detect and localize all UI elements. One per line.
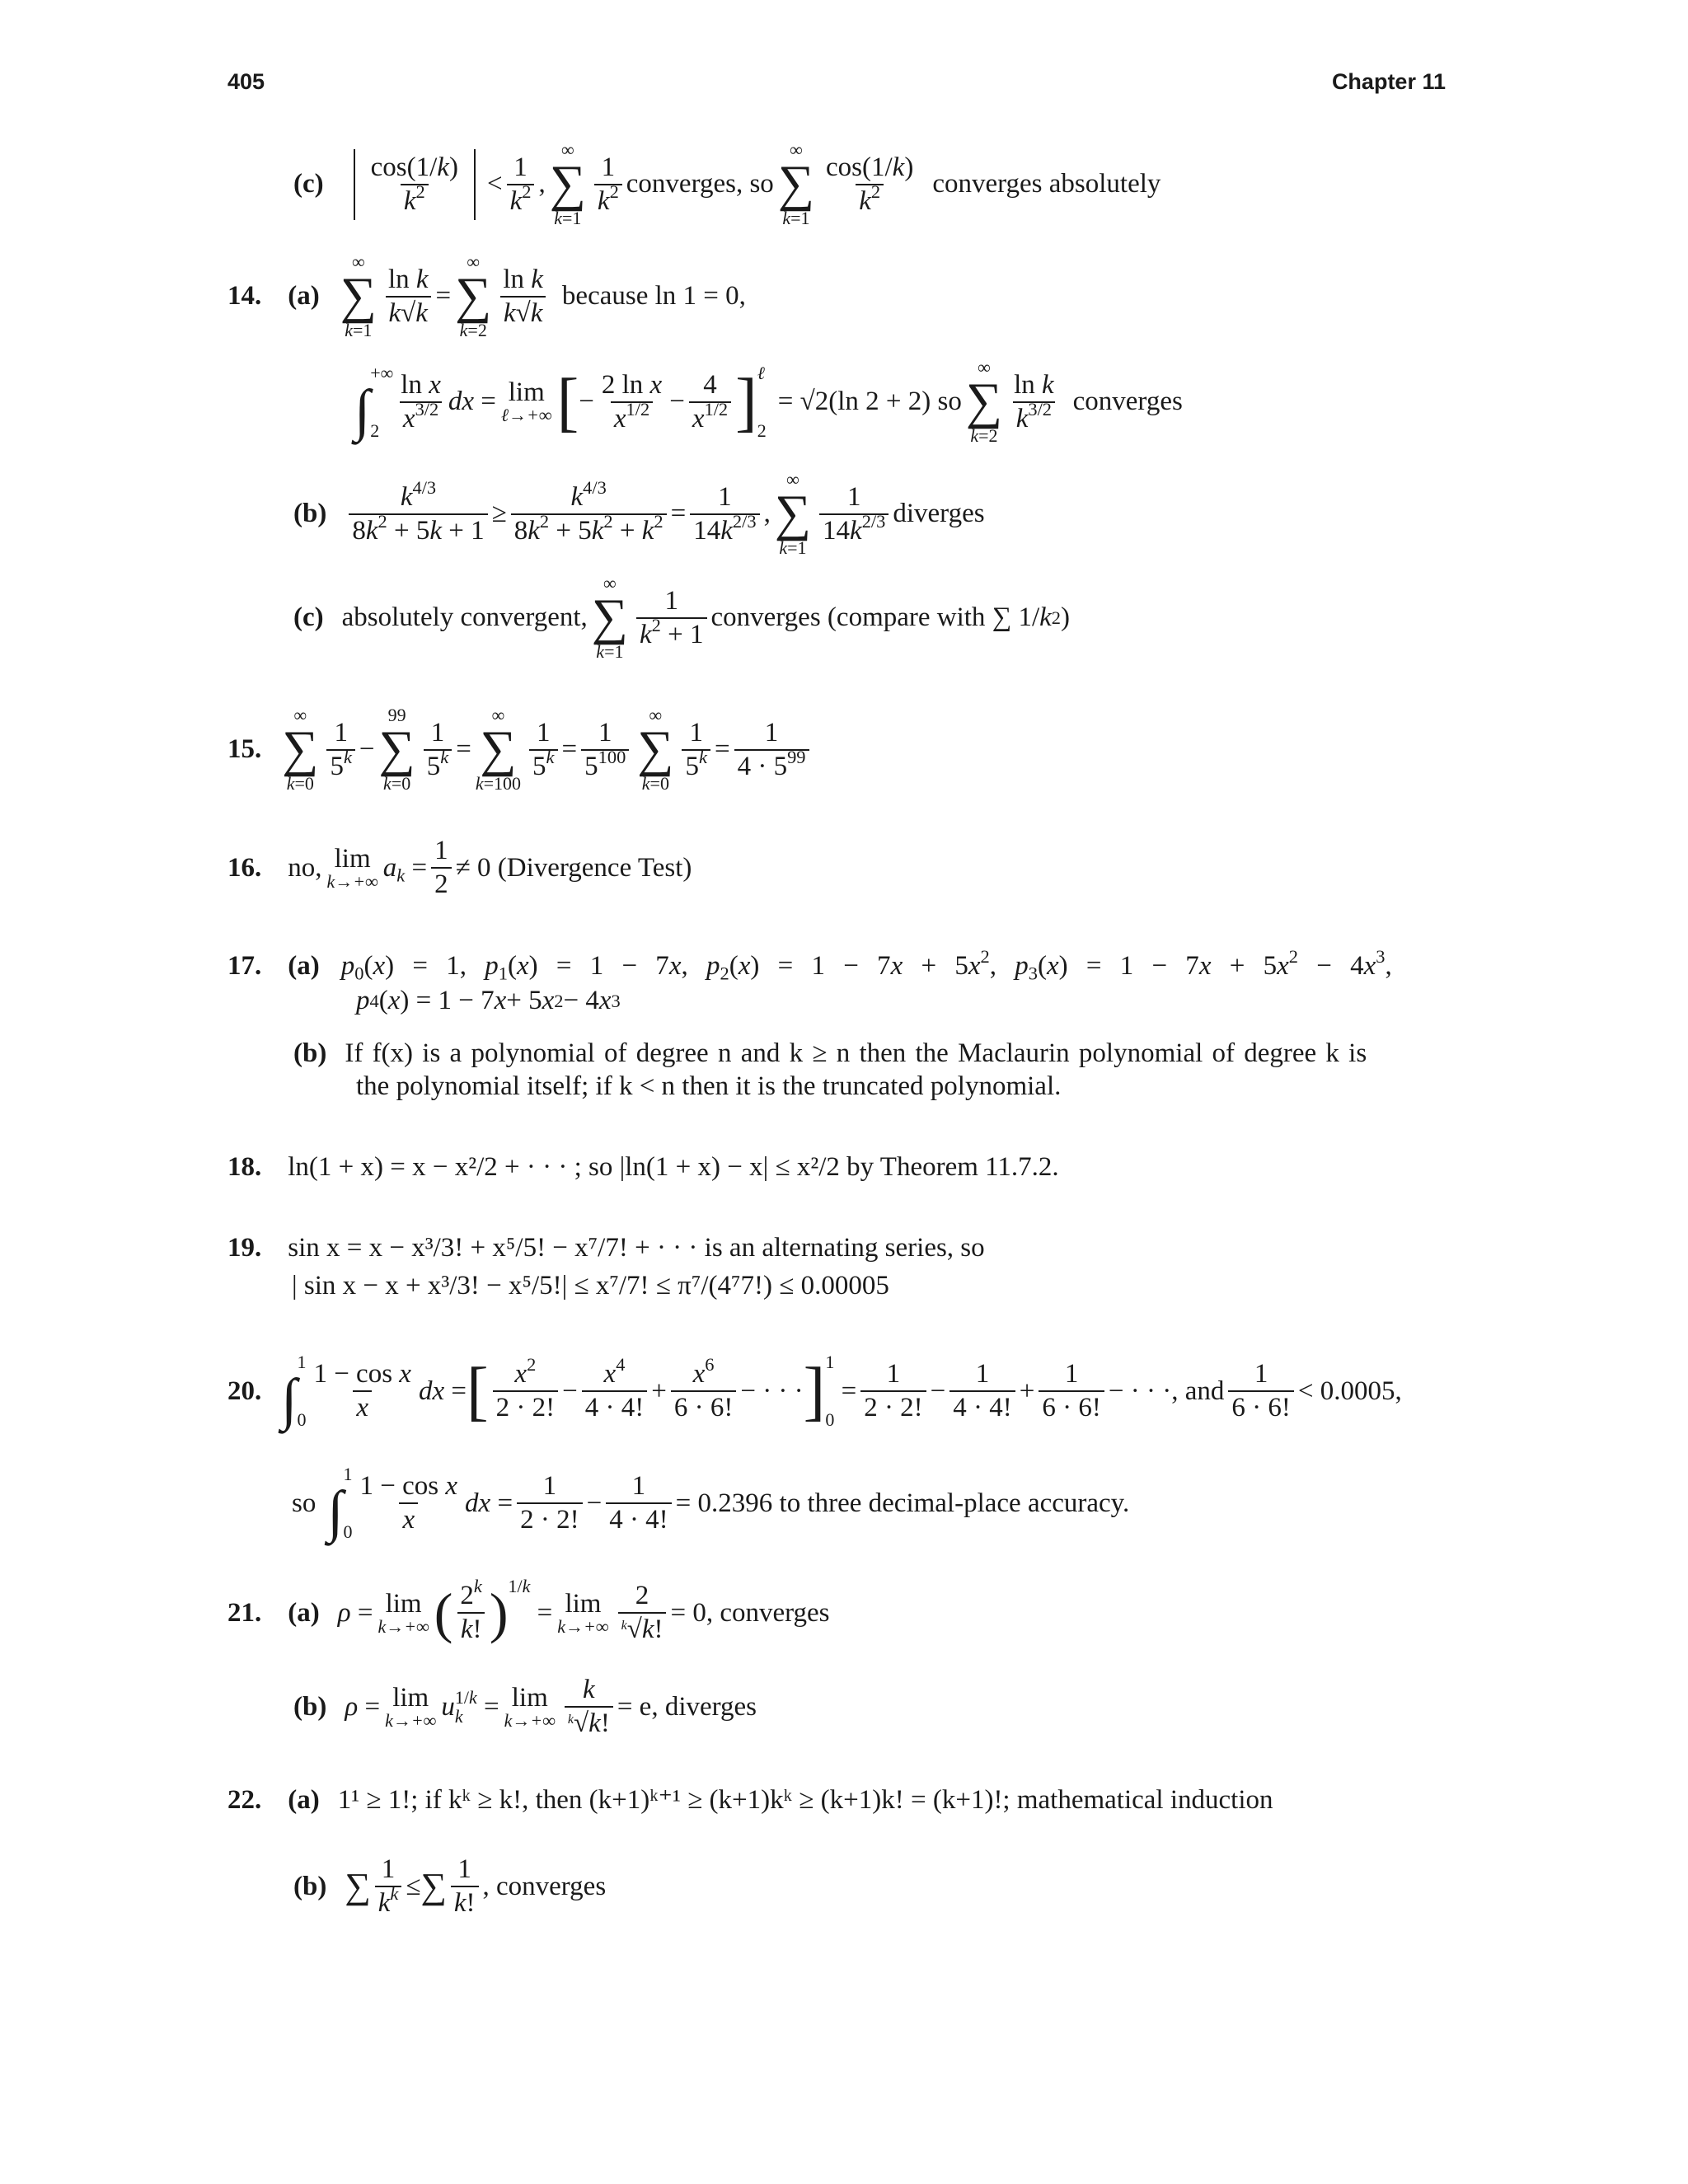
text-diverges: diverges [893,499,985,529]
problem-22b: (b) ∑ 1 $k^k$ ≤ ∑ 1 k! , converges [293,1854,607,1918]
text-absolutely-convergent: absolutely convergent, [341,602,588,633]
problem-16: 16. no, lim k→+∞ $a_k$ = 1 2 ≠ 0 (Divergence Test) [227,836,692,899]
chapter-title: Chapter 11 [1331,69,1446,94]
part-label: (b) [293,1038,327,1068]
text-converges-22b: , converges [482,1871,607,1901]
problem-number: 21. [227,1597,262,1628]
text-18: ln(1 + x) = x − x²/2 + · · · ; so |ln(1 + x) − x| ≤ x²/2 by Theorem 11.7.2. [288,1152,1059,1182]
text-no: no, [288,852,322,883]
problem-21b: (b) ρ = lim k→+∞ u 1/k k = lim k→+∞ $\frac{k}{^k√k!}$ = e, diverges [293,1675,757,1738]
text-converges-absolutely: converges absolutely [932,169,1161,199]
problem-17b-line1 [293,1040,1367,1067]
text-converges-so: converges, so [626,169,774,199]
problem-number: 20. [227,1376,262,1406]
text-accuracy: = 0.2396 to three decimal-place accuracy. [675,1488,1130,1518]
part-label: (a) [288,951,320,981]
text-converges: converges [1072,387,1183,417]
part-label: (b) [293,1871,327,1901]
text-17b-2: the polynomial itself; if k < n then it is the truncated polynomial. [356,1071,1062,1101]
part-label: (c) [293,602,324,633]
page-number: 405 [227,69,265,94]
part-label: (a) [288,281,320,312]
text-19-2: | sin x − x + x³/3! − x⁵/5!| ≤ x⁷/7! ≤ π⁷/(4⁷7!) ≤ 0.00005 [292,1271,889,1301]
text-divergence-test: ≠ 0 (Divergence Test) [455,852,692,883]
problem-20-line2: so ∫ 1 0 1 − cos x x dx = 1 2 · 2! − $\frac{1}{4 \cdot 4!}$ = 0.2396 to three decimal-place accuracy. [292,1464,1130,1544]
problem-22a [227,1787,1273,1814]
problem-13c: (c) cos(1/k) $k^2$ < 1 $k^2$ , ∞ ∑ k=1 1 $k^2$ converges, so ∞ ∑ k=1 cos(1/k) $k^2$ converges absolutely [293,139,1161,229]
text-lt-value: < 0.0005, [1297,1376,1402,1406]
problem-number: 18. [227,1152,262,1182]
part-label: (a) [288,1597,320,1628]
problem-17a-line2: p 4 ( x ) = 1 − 7 x + 5 x 2 − 4 x 3 [356,986,621,1015]
part-label: (b) [293,1691,327,1722]
problem-number: 15. [227,734,262,765]
problem-19-line1 [227,1235,985,1262]
part-label: (b) [293,499,327,529]
problem-14a-line2: ∫ +∞ 2 ln x $x^{3/2}$ dx = lim ℓ→+∞ [ − 2 ln x $x^{1/2}$ − 4 $x^{1/2}$ ] ℓ 2 = √2(ln 2 + 2) so ∞ ∑ k=2 ln k $k^{3/2}$ converges [354,357,1183,447]
part-label: (a) [288,1785,320,1815]
problem-20-line1: 20. ∫ 1 0 1 − cos x x dx = [ $x^2$ 2 · 2! − $x^4$ 4 · 4! + $x^6$ 6 · 6! − · · · ] 1 0 = 1 2 · 2! − 1 4 · 4! + 1 6 · 6! − · · ·, and 1 6 · 6! < 0.0005, [227,1352,1402,1432]
text-zero-converges: = 0, converges [670,1597,830,1628]
problem-number: 17. [227,951,262,981]
text-19-1: sin x = x − x³/3! + x⁵/5! − x⁷/7! + · · · is an alternating series, so [288,1233,985,1263]
text-so: so [292,1488,316,1518]
problem-number: 19. [227,1233,262,1263]
problem-19-line2 [292,1272,889,1300]
problem-21a: 21. (a) ρ = lim k→+∞ ( 2$^k$ k! ) 1/k = lim k→+∞ $\frac{2}{^k√k!}$ = 0, converges [227,1576,830,1644]
problem-17a-line1: 17. (a) $p_0(x) = 1$, $p_1(x) = 1 - 7x$, $p_2(x) = 1 - 7x + 5x^2$, $p_3(x) = 1 - 7x + 5x^2 - 4x^3$, [227,946,1392,984]
part-label: (c) [293,169,324,199]
text-17b-1: If f(x) is a polynomial of degree n and k ≥ n then the Maclaurin polynomial of degree k is [345,1038,1367,1068]
problem-number: 22. [227,1785,262,1815]
text-and: and [1184,1376,1225,1406]
problem-17b-line2 [356,1073,1061,1100]
text-because: because ln 1 = 0, [561,281,746,312]
text-compare: converges (compare with [710,602,986,633]
problem-number: 14. [227,281,262,312]
problem-15: 15. ∞ ∑ k=0 1 5$^k$ − 99 ∑ k=0 1 5$^k$ = ∞ ∑ k=100 1 5$^k$ = 1 $5^{100}$ ∞ ∑ k=0 1 5$^k$ = 1 $4 \cdot 5^{99}$ [227,705,814,794]
problem-14a-line1: 14. (a) ∞ ∑ k=1 ln k k√k = ∞ ∑ k=2 ln k k√k because ln 1 = 0, [227,251,746,341]
problem-14c: (c) absolutely convergent, ∞ ∑ k=1 1 $k^2 + 1$ converges (compare with ∑ 1/ k 2 ) [293,573,1071,663]
problem-18 [227,1154,1059,1181]
problem-number: 16. [227,852,262,883]
text-22a: 1¹ ≥ 1!; if kᵏ ≥ k!, then (k+1)ᵏ⁺¹ ≥ (k+1)kᵏ ≥ (k+1)k! = (k+1)!; mathematical induction [337,1785,1273,1815]
text-e-diverges: = e, diverges [617,1691,757,1722]
problem-14b: (b) $k^{4/3}$ $8k^2 + 5k + 1$ ≥ $k^{4/3}$ $8k^2 + 5k^2 + k^2$ = 1 $14k^{2/3}$ , ∞ ∑ k=1 1 $14k^{2/3}$ diverges [293,469,985,559]
